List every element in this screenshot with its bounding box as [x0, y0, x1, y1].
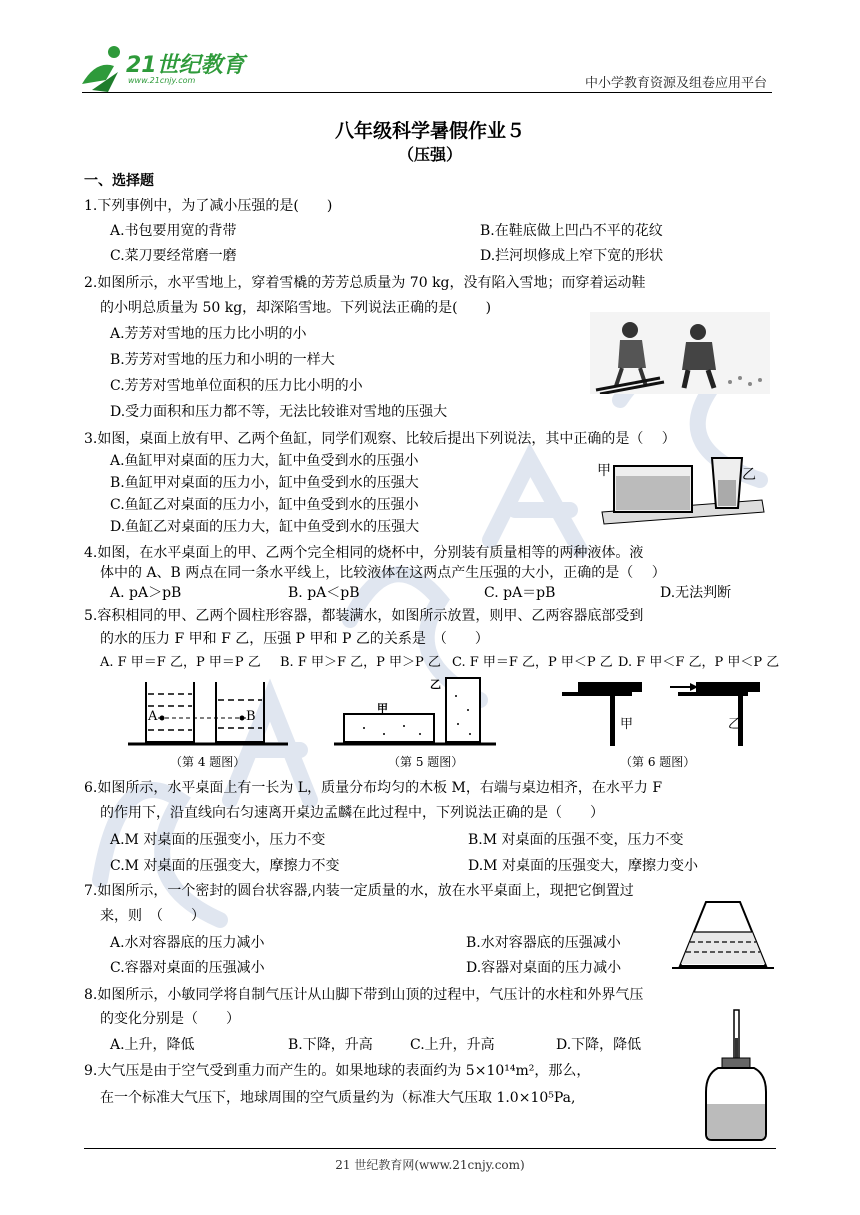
q1-option-d: D.拦河坝修成上窄下宽的形状 — [480, 248, 664, 264]
fig6-boards — [558, 674, 772, 748]
q4-option-a: A. pA＞pB — [110, 585, 182, 601]
q6-option-c: C.M 对桌面的压强变大，摩擦力不变 — [110, 858, 340, 874]
logo-url: www.21cnjy.com — [128, 76, 196, 85]
footer-rule — [84, 1148, 776, 1149]
q2-option-a: A.芳芳对雪地的压力比小明的小 — [110, 326, 307, 342]
q6-option-d: D.M 对桌面的压强变大，摩擦力变小 — [468, 858, 698, 874]
q4-option-b: B. pA＜pB — [288, 585, 360, 601]
q8-option-a: A.上升，降低 — [110, 1037, 195, 1053]
q7-option-b: B.水对容器底的压强减小 — [466, 935, 621, 951]
q2-stem-1: 2.如图所示，水平雪地上，穿着雪橇的芳芳总质量为 70 kg，没有陷入雪地；而穿着运动鞋 — [84, 275, 646, 291]
fig5-label-jia: 甲 — [377, 702, 388, 715]
q9-stem-1: 9.大气压是由于空气受到重力而产生的。如果地球的表面约为 5×10¹⁴m²，那么， — [84, 1063, 591, 1079]
frustum-container-figure — [672, 894, 774, 976]
fig3-label-jia: 甲 — [597, 463, 611, 479]
fig3-label-yi: 乙 — [742, 467, 756, 483]
fig4-label-a: A — [148, 709, 158, 724]
q4-stem-2: 体中的 A、B 两点在同一条水平线上，比较液体在这两点产生压强的大小，正确的是（ ） — [100, 565, 666, 581]
q3-option-b: B.鱼缸甲对桌面的压力小，缸中鱼受到水的压强大 — [110, 475, 419, 491]
q4-stem-1: 4.如图，在水平桌面上的甲、乙两个完全相同的烧杯中，分别装有质量相等的两种液体。液 — [84, 545, 644, 561]
q7-option-a: A.水对容器底的压力减小 — [110, 935, 265, 951]
header-platform: 中小学教育资源及组卷应用平台 — [584, 76, 767, 91]
logo-text: 21世纪教育 — [126, 53, 245, 78]
q2-option-c: C.芳芳对雪地单位面积的压力比小明的小 — [110, 378, 363, 394]
page-subtitle: （压强） — [397, 145, 462, 164]
q1-option-b: B.在鞋底做上凹凸不平的花纹 — [480, 223, 663, 239]
q3-option-a: A.鱼缸甲对桌面的压力大，缸中鱼受到水的压强小 — [110, 453, 419, 469]
q1-stem: 1.下列事例中，为了减小压强的是( ) — [84, 198, 333, 214]
q5-option-a: A. F 甲＝F 乙，P 甲＝P 乙 — [100, 655, 261, 670]
fig6-label-yi: 乙 — [728, 717, 742, 732]
q8-option-c: C.上升，升高 — [410, 1037, 495, 1053]
q1-option-c: C.菜刀要经常磨一磨 — [110, 248, 237, 264]
q6-option-b: B.M 对桌面的压强不变，压力不变 — [468, 832, 684, 848]
q5-stem-1: 5.容积相同的甲、乙两个圆柱形容器，都装满水，如图所示放置，则甲、乙两容器底部受到 — [84, 608, 644, 624]
q7-option-d: D.容器对桌面的压力减小 — [466, 960, 622, 976]
fig6-caption: （第 6 题图） — [620, 755, 696, 769]
fig5-containers — [334, 676, 496, 748]
fig5-caption: （第 5 题图） — [388, 755, 464, 769]
footer-text: 21 世纪教育网(www.21cnjy.com) — [335, 1158, 525, 1172]
q2-option-b: B.芳芳对雪地的压力和小明的一样大 — [110, 352, 335, 368]
q5-option-d: D. F 甲＜F 乙，P 甲＜P 乙 — [618, 655, 780, 670]
q2-option-d: D.受力面积和压力都不等，无法比较谁对雪地的压强大 — [110, 404, 448, 420]
fig5-label-yi: 乙 — [430, 678, 441, 691]
q4-option-c: C. pA＝pB — [484, 585, 556, 601]
q5-option-b: B. F 甲＞F 乙，P 甲＞P 乙 — [280, 655, 441, 670]
q6-option-a: A.M 对桌面的压强变小，压力不变 — [110, 832, 326, 848]
q1-option-a: A.书包要用宽的背带 — [110, 223, 237, 239]
q9-stem-2: 在一个标准大气压下，地球周围的空气质量约为（标准大气压取 1.0×10⁵Pa, — [100, 1090, 576, 1106]
q5-stem-2: 的水的压力 F 甲和 F 乙，压强 P 甲和 P 乙的关系是 （ ） — [100, 631, 489, 647]
fig4-label-b: B — [246, 709, 256, 724]
fig4-caption: （第 4 题图） — [170, 755, 246, 769]
q7-stem-1: 7.如图所示，一个密封的圆台状容器,内装一定质量的水，放在水平桌面上，现把它倒置过 — [84, 883, 634, 899]
fish-tank-figure — [592, 450, 772, 530]
q8-stem-2: 的变化分别是（ ） — [100, 1011, 240, 1027]
q7-option-c: C.容器对桌面的压强减小 — [110, 960, 265, 976]
q3-stem: 3.如图，桌面上放有甲、乙两个鱼缸，同学们观察、比较后提出下列说法，其中正确的是（ ） — [84, 431, 676, 447]
q3-option-d: D.鱼缸乙对桌面的压力大，缸中鱼受到水的压强大 — [110, 519, 420, 535]
q4-option-d: D.无法判断 — [660, 585, 732, 601]
q8-option-b: B.下降，升高 — [288, 1037, 373, 1053]
section-heading: 一、选择题 — [84, 173, 154, 189]
q8-option-d: D.下降，降低 — [556, 1037, 642, 1053]
barometer-figure — [700, 1008, 772, 1144]
fig6-label-jia: 甲 — [620, 717, 634, 732]
q8-stem-1: 8.如图所示，小敏同学将自制气压计从山脚下带到山顶的过程中，气压计的水柱和外界气压 — [84, 987, 644, 1003]
snow-figure — [590, 312, 770, 394]
q3-option-c: C.鱼缸乙对桌面的压力小，缸中鱼受到水的压强小 — [110, 497, 419, 513]
q2-stem-2: 的小明总质量为 50 kg，却深陷雪地。下列说法正确的是( ) — [100, 300, 492, 316]
q5-option-c: C. F 甲＝F 乙，P 甲＜P 乙 — [452, 655, 613, 670]
q6-stem-2: 的作用下，沿直线向右匀速离开桌边孟麟在此过程中，下列说法正确的是（ ） — [100, 805, 604, 821]
page-title: 八年级科学暑假作业５ — [334, 120, 525, 142]
header-rule — [82, 92, 772, 93]
q6-stem-1: 6.如图所示，水平桌面上有一长为 L，质量分布均匀的木板 M，右端与桌边相齐，在水平力 F — [84, 780, 663, 796]
q7-stem-2: 来，则 （ ） — [100, 908, 205, 924]
